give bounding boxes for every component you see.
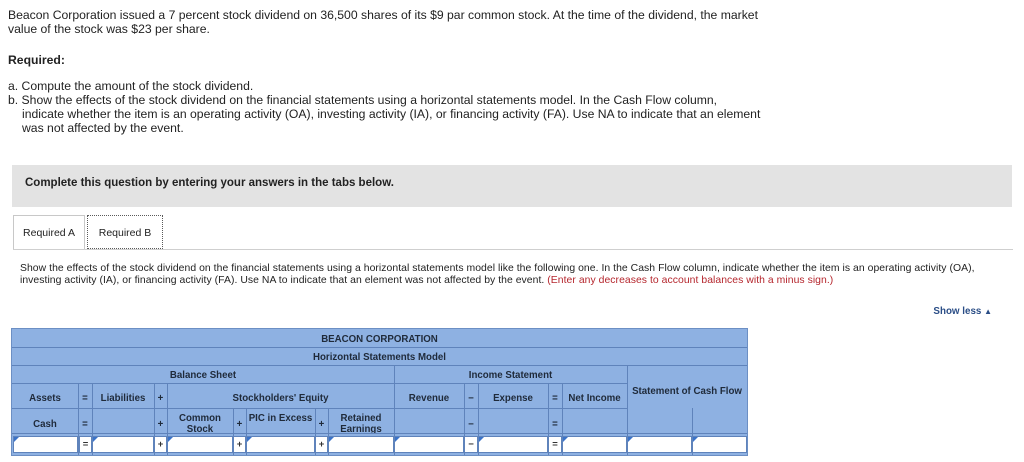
common-stock-input[interactable] bbox=[167, 436, 233, 453]
input-marker-icon bbox=[395, 437, 400, 442]
income-statement-header: Income Statement bbox=[468, 370, 553, 381]
model-company: BEACON CORPORATION bbox=[321, 334, 438, 345]
tab-required-b[interactable]: Required B bbox=[87, 215, 163, 249]
equals-operator-3: = bbox=[82, 419, 88, 430]
horizontal-statements-model bbox=[11, 328, 748, 456]
revenue-header: Revenue bbox=[408, 393, 450, 404]
minus-operator-2: − bbox=[468, 419, 474, 430]
minus-operator: − bbox=[468, 393, 474, 404]
plus-operator-3: + bbox=[236, 419, 243, 430]
revenue-input[interactable] bbox=[394, 436, 464, 453]
common-stock-header: Common Stock bbox=[179, 413, 221, 435]
plus-operator-2: + bbox=[157, 419, 164, 430]
row-equals-2: = bbox=[548, 436, 562, 453]
show-less-link[interactable] bbox=[933, 306, 992, 317]
expense-input[interactable] bbox=[478, 436, 548, 453]
input-marker-icon bbox=[628, 437, 633, 442]
net-income-header: Net Income bbox=[568, 393, 621, 404]
required-heading: Required: bbox=[8, 53, 65, 67]
row-equals: = bbox=[79, 436, 92, 453]
part-a-text: a. Compute the amount of the stock dividend. bbox=[8, 79, 254, 93]
triangle-up-icon: ▲ bbox=[984, 307, 992, 316]
liabilities-input[interactable] bbox=[92, 436, 154, 453]
equals-operator-4: = bbox=[552, 419, 558, 430]
plus-operator-4: + bbox=[318, 419, 325, 430]
show-less-label: Show less bbox=[933, 306, 982, 317]
input-marker-icon bbox=[247, 437, 252, 442]
equals-operator: = bbox=[82, 393, 88, 404]
pic-excess-header: PIC in Excess bbox=[248, 413, 313, 424]
stockholders-equity-header: Stockholders' Equity bbox=[232, 393, 329, 404]
input-marker-icon bbox=[14, 437, 19, 442]
cash-flow-header: Statement of Cash Flow bbox=[632, 386, 742, 397]
row-plus-1: + bbox=[154, 436, 167, 453]
row-plus-2: + bbox=[233, 436, 246, 453]
cash-flow-amount-input[interactable] bbox=[627, 436, 692, 453]
tab-instructions bbox=[20, 263, 1005, 287]
part-b-text bbox=[8, 93, 768, 135]
part-b-rest: indicate whether the item is an operating activity (OA), investing activity (IA), or financing activity (FA). Use NA to indicate that an element was not affected by the event. bbox=[22, 107, 761, 135]
row-plus-3: + bbox=[315, 436, 328, 453]
expense-header: Expense bbox=[493, 393, 533, 404]
part-b-line1: b. Show the effects of the stock dividend on the financial statements using a horizontal statements model. In the Cash Flow column, bbox=[8, 93, 718, 107]
net-income-input[interactable] bbox=[562, 436, 627, 453]
retained-earnings-header: Retained Earnings bbox=[340, 413, 382, 435]
question-text: Beacon Corporation issued a 7 percent stock dividend on 36,500 shares of its $9 par common stock. At the time of the dividend, the market value of the stock was $23 per share. bbox=[8, 8, 758, 36]
plus-operator: + bbox=[157, 393, 164, 404]
equals-operator-2: = bbox=[552, 393, 558, 404]
input-marker-icon bbox=[329, 437, 334, 442]
input-marker-icon bbox=[168, 437, 173, 442]
input-marker-icon bbox=[563, 437, 568, 442]
liabilities-header: Liabilities bbox=[100, 393, 146, 404]
row-minus: − bbox=[464, 436, 478, 453]
instructions-red-note: (Enter any decreases to account balances with a minus sign.) bbox=[547, 275, 834, 286]
input-marker-icon bbox=[693, 437, 698, 442]
pic-excess-input[interactable] bbox=[246, 436, 315, 453]
assets-header: Assets bbox=[29, 393, 61, 404]
cash-input[interactable] bbox=[13, 436, 78, 453]
balance-sheet-header: Balance Sheet bbox=[169, 370, 237, 381]
tab-divider bbox=[13, 249, 1013, 250]
input-marker-icon bbox=[479, 437, 484, 442]
retained-earnings-input[interactable] bbox=[328, 436, 394, 453]
tab-required-a[interactable]: Required A bbox=[13, 215, 85, 249]
instructions-main: Show the effects of the stock dividend on the financial statements using a horizontal statements model like the following one. In the Cash Flow column, indicate whether the item is an operating activity (OA), investing activity (IA), or financing activity (FA). Use NA to indicate that an element was not affected by the event. bbox=[20, 263, 975, 286]
input-marker-icon bbox=[93, 437, 98, 442]
model-subtitle: Horizontal Statements Model bbox=[313, 352, 446, 363]
instruction-banner bbox=[12, 165, 1012, 207]
cash-flow-activity-input[interactable] bbox=[692, 436, 747, 453]
cash-header: Cash bbox=[33, 419, 57, 430]
banner-text: Complete this question by entering your answers in the tabs below. bbox=[25, 177, 394, 189]
